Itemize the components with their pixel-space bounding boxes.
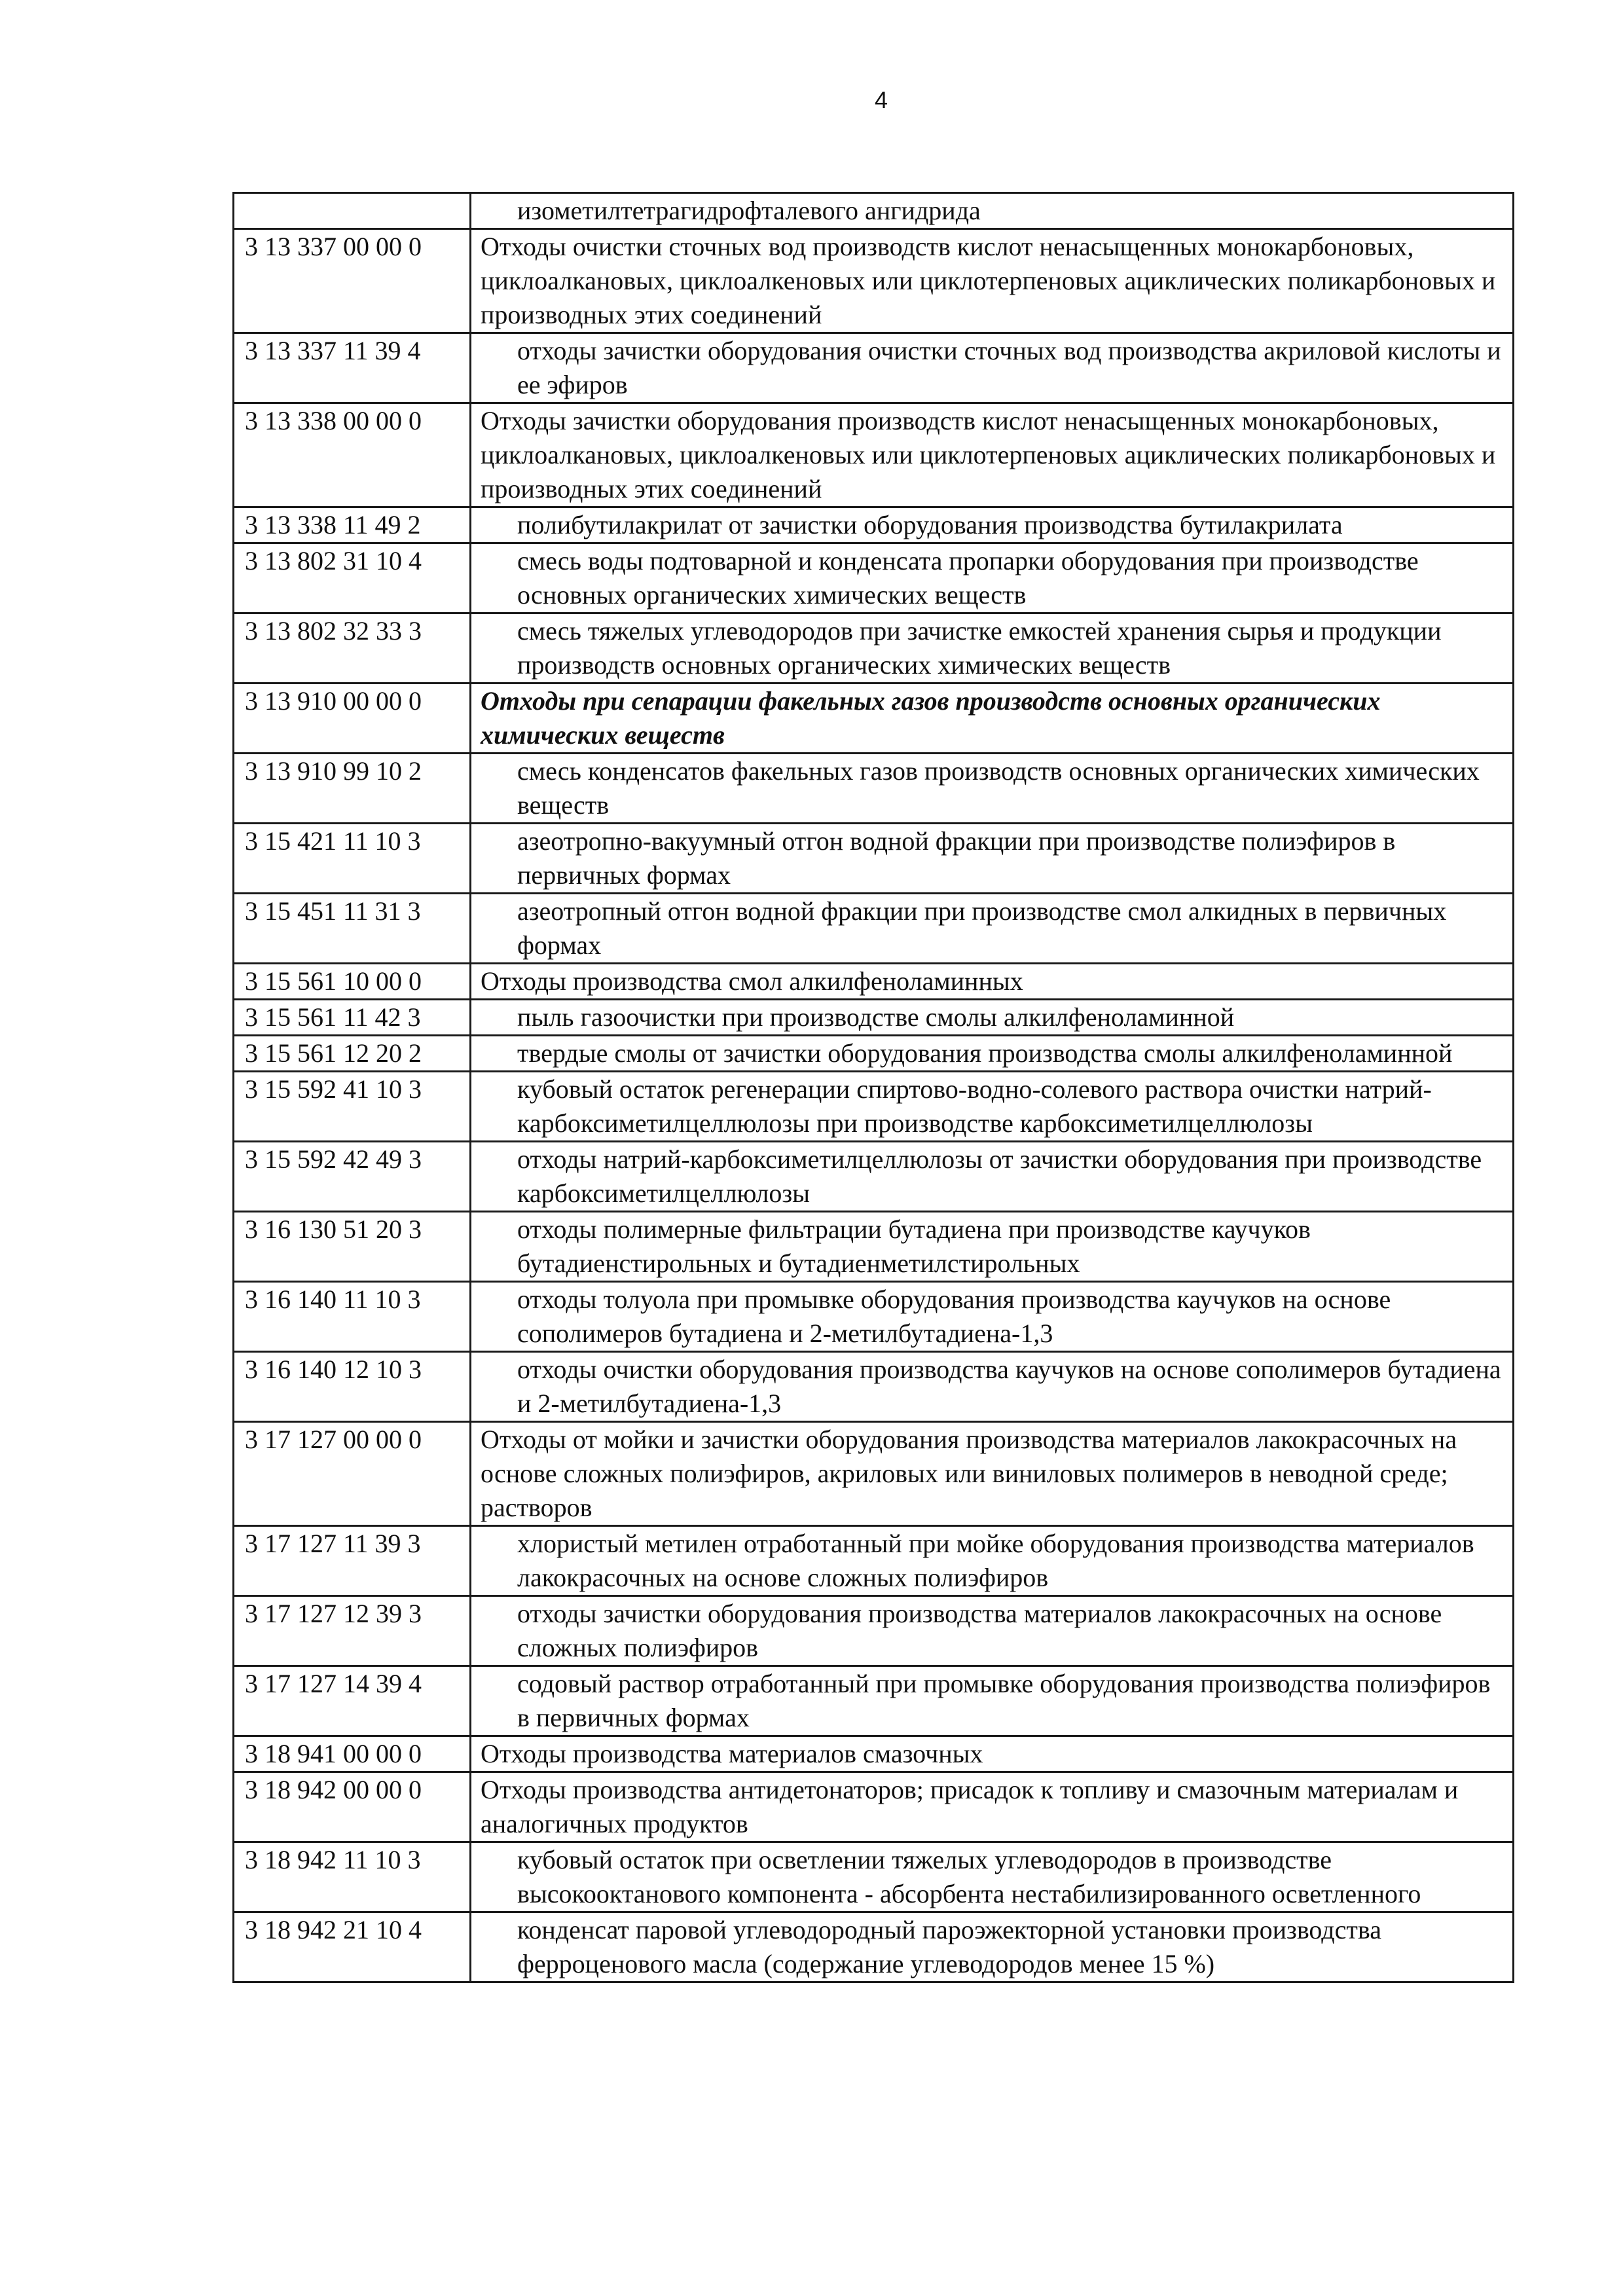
waste-description-cell: смесь конденсатов факельных газов производств основных органических химических веществ bbox=[471, 754, 1514, 824]
table-row bbox=[234, 1422, 1514, 1526]
waste-code-cell: 3 13 802 32 33 3 bbox=[234, 613, 471, 683]
waste-description-cell: конденсат паровой углеводородный пароэжекторной установки производства ферроценового масла (содержание углеводородов менее 15 %) bbox=[471, 1912, 1514, 1982]
waste-description-cell: смесь тяжелых углеводородов при зачистке емкостей хранения сырья и продукции производств основных органических химических веществ bbox=[471, 613, 1514, 683]
table-row bbox=[234, 1526, 1514, 1596]
table-row bbox=[234, 754, 1514, 824]
waste-description-cell: кубовый остаток при осветлении тяжелых углеводородов в производстве высокооктанового компонента - абсорбента нестабилизированного осветленного bbox=[471, 1842, 1514, 1912]
table-row bbox=[234, 333, 1514, 403]
waste-description-cell: пыль газоочистки при производстве смолы алкилфеноламинной bbox=[471, 1000, 1514, 1036]
table-row bbox=[234, 1212, 1514, 1282]
waste-code-cell: 3 18 941 00 00 0 bbox=[234, 1736, 471, 1772]
table-row bbox=[234, 1036, 1514, 1072]
waste-code-cell: 3 15 561 12 20 2 bbox=[234, 1036, 471, 1072]
waste-code-cell: 3 15 451 11 31 3 bbox=[234, 894, 471, 964]
waste-code-cell bbox=[234, 193, 471, 229]
waste-code-table-body bbox=[234, 193, 1514, 1982]
table-row bbox=[234, 1000, 1514, 1036]
waste-code-cell: 3 18 942 21 10 4 bbox=[234, 1912, 471, 1982]
waste-description-cell: содовый раствор отработанный при промывке оборудования производства полиэфиров в первичных формах bbox=[471, 1666, 1514, 1736]
waste-description-cell: кубовый остаток регенерации спиртово-водно-солевого раствора очистки натрий-карбоксиметилцеллюлозы при производстве карбоксиметилцеллюлозы bbox=[471, 1072, 1514, 1142]
waste-code-cell: 3 13 337 00 00 0 bbox=[234, 229, 471, 333]
waste-description-cell: отходы очистки оборудования производства каучуков на основе сополимеров бутадиена и 2-метилбутадиена-1,3 bbox=[471, 1352, 1514, 1422]
table-row bbox=[234, 1072, 1514, 1142]
waste-code-table bbox=[232, 192, 1514, 1983]
waste-code-cell: 3 15 592 42 49 3 bbox=[234, 1142, 471, 1212]
waste-code-cell: 3 16 140 11 10 3 bbox=[234, 1282, 471, 1352]
table-row bbox=[234, 507, 1514, 543]
waste-description-cell: Отходы от мойки и зачистки оборудования производства материалов лакокрасочных на основе сложных полиэфиров, акриловых или виниловых полимеров в неводной среде; растворов bbox=[471, 1422, 1514, 1526]
waste-description-cell: отходы толуола при промывке оборудования производства каучуков на основе сополимеров бутадиена и 2-метилбутадиена-1,3 bbox=[471, 1282, 1514, 1352]
waste-code-cell: 3 15 561 10 00 0 bbox=[234, 964, 471, 1000]
waste-code-cell: 3 18 942 11 10 3 bbox=[234, 1842, 471, 1912]
waste-code-cell: 3 16 140 12 10 3 bbox=[234, 1352, 471, 1422]
waste-code-cell: 3 17 127 11 39 3 bbox=[234, 1526, 471, 1596]
waste-description-cell: полибутилакрилат от зачистки оборудования производства бутилакрилата bbox=[471, 507, 1514, 543]
table-row bbox=[234, 1596, 1514, 1666]
waste-description-cell: Отходы производства смол алкилфеноламинных bbox=[471, 964, 1514, 1000]
waste-code-cell: 3 17 127 14 39 4 bbox=[234, 1666, 471, 1736]
waste-description-cell: азеотропно-вакуумный отгон водной фракции при производстве полиэфиров в первичных формах bbox=[471, 824, 1514, 894]
waste-description-cell: Отходы производства материалов смазочных bbox=[471, 1736, 1514, 1772]
waste-description-cell: отходы зачистки оборудования очистки сточных вод производства акриловой кислоты и ее эфиров bbox=[471, 333, 1514, 403]
table-row bbox=[234, 403, 1514, 507]
waste-description-cell: отходы натрий-карбоксиметилцеллюлозы от зачистки оборудования при производстве карбоксиметилцеллюлозы bbox=[471, 1142, 1514, 1212]
waste-code-cell: 3 18 942 00 00 0 bbox=[234, 1772, 471, 1842]
table-row bbox=[234, 1772, 1514, 1842]
table-row bbox=[234, 683, 1514, 754]
waste-code-cell: 3 16 130 51 20 3 bbox=[234, 1212, 471, 1282]
table-row bbox=[234, 1282, 1514, 1352]
page-number: 4 bbox=[874, 86, 888, 113]
table-row bbox=[234, 824, 1514, 894]
waste-code-cell: 3 13 910 99 10 2 bbox=[234, 754, 471, 824]
waste-code-cell: 3 13 337 11 39 4 bbox=[234, 333, 471, 403]
waste-code-cell: 3 17 127 00 00 0 bbox=[234, 1422, 471, 1526]
table-row bbox=[234, 613, 1514, 683]
waste-description-cell: смесь воды подтоварной и конденсата пропарки оборудования при производстве основных органических химических веществ bbox=[471, 543, 1514, 613]
waste-code-cell: 3 13 338 11 49 2 bbox=[234, 507, 471, 543]
waste-description-cell: отходы полимерные фильтрации бутадиена при производстве каучуков бутадиенстирольных и бутадиенметилстирольных bbox=[471, 1212, 1514, 1282]
waste-code-cell: 3 13 910 00 00 0 bbox=[234, 683, 471, 754]
table-row bbox=[234, 193, 1514, 229]
table-row bbox=[234, 1842, 1514, 1912]
table-row bbox=[234, 964, 1514, 1000]
waste-description-cell: Отходы очистки сточных вод производств кислот ненасыщенных монокарбоновых, циклоалкановых, циклоалкеновых или циклотерпеновых ациклических поликарбоновых и производных этих соединений bbox=[471, 229, 1514, 333]
table-row bbox=[234, 1736, 1514, 1772]
waste-code-cell: 3 15 592 41 10 3 bbox=[234, 1072, 471, 1142]
waste-code-cell: 3 17 127 12 39 3 bbox=[234, 1596, 471, 1666]
table-row bbox=[234, 1912, 1514, 1982]
waste-description-cell: отходы зачистки оборудования производства материалов лакокрасочных на основе сложных полиэфиров bbox=[471, 1596, 1514, 1666]
table-row bbox=[234, 1142, 1514, 1212]
waste-code-cell: 3 13 338 00 00 0 bbox=[234, 403, 471, 507]
table-row bbox=[234, 229, 1514, 333]
table-row bbox=[234, 543, 1514, 613]
table-row bbox=[234, 1352, 1514, 1422]
waste-description-cell: хлористый метилен отработанный при мойке оборудования производства материалов лакокрасочных на основе сложных полиэфиров bbox=[471, 1526, 1514, 1596]
waste-description-cell: азеотропный отгон водной фракции при производстве смол алкидных в первичных формах bbox=[471, 894, 1514, 964]
table-row bbox=[234, 894, 1514, 964]
waste-code-cell: 3 15 421 11 10 3 bbox=[234, 824, 471, 894]
waste-description-cell: твердые смолы от зачистки оборудования производства смолы алкилфеноламинной bbox=[471, 1036, 1514, 1072]
waste-description-cell: Отходы при сепарации факельных газов производств основных органических химических веществ bbox=[471, 683, 1514, 754]
table-row bbox=[234, 1666, 1514, 1736]
waste-description-cell: Отходы зачистки оборудования производств кислот ненасыщенных монокарбоновых, циклоалкановых, циклоалкеновых или циклотерпеновых ациклических поликарбоновых и производных этих соединений bbox=[471, 403, 1514, 507]
waste-code-cell: 3 13 802 31 10 4 bbox=[234, 543, 471, 613]
waste-code-cell: 3 15 561 11 42 3 bbox=[234, 1000, 471, 1036]
waste-description-cell: изометилтетрагидрофталевого ангидрида bbox=[471, 193, 1514, 229]
waste-description-cell: Отходы производства антидетонаторов; присадок к топливу и смазочным материалам и аналогичных продуктов bbox=[471, 1772, 1514, 1842]
